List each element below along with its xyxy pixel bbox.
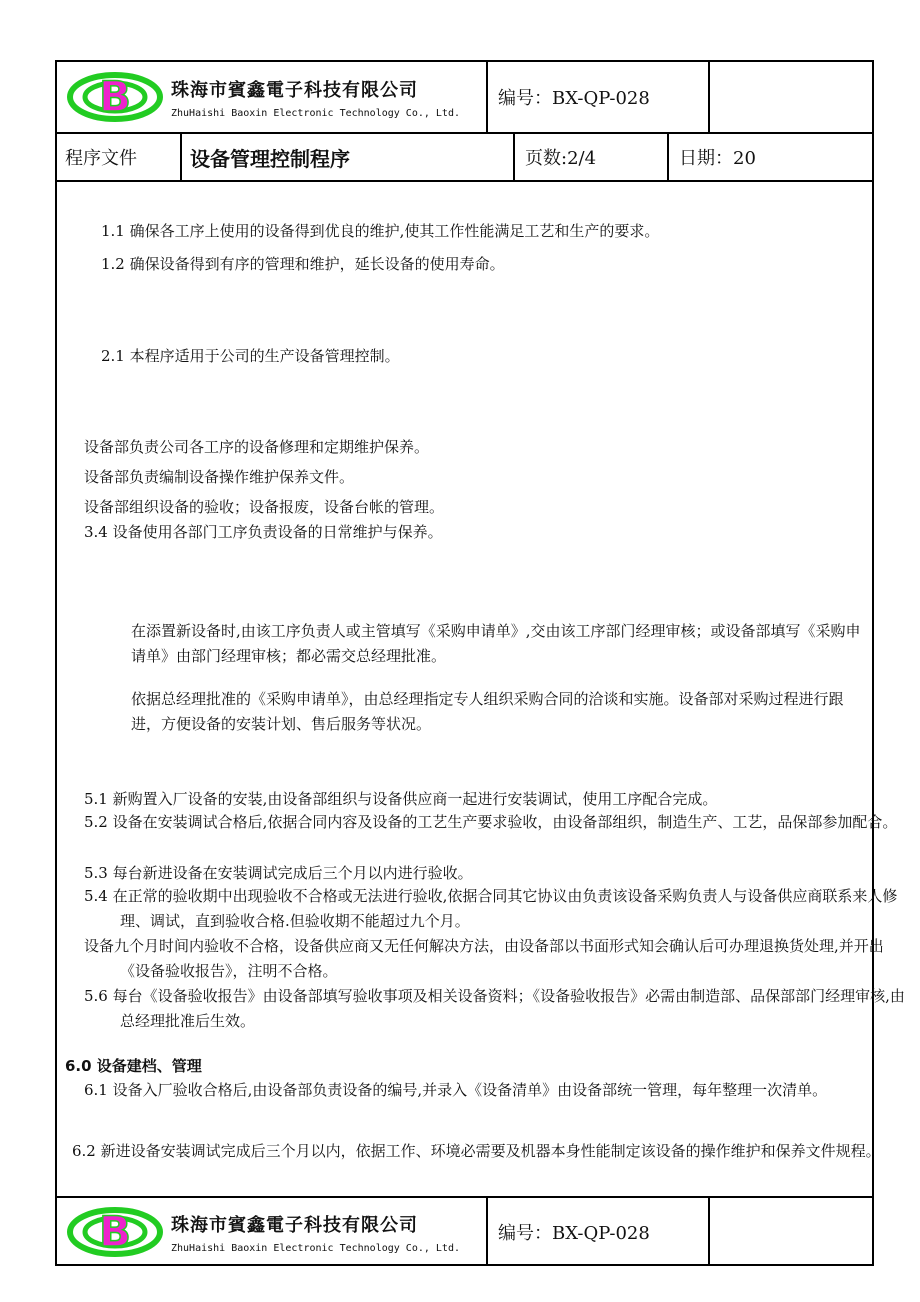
paragraph-2-1: 2.1 本程序适用于公司的生产设备管理控制。	[101, 347, 400, 365]
paragraph-5-1: 5.1 新购置入厂设备的安装,由设备部组织与设备供应商一起进行安装调试，使用工序配合完成。	[84, 790, 718, 808]
footer-row	[57, 1196, 872, 1266]
paragraph-3-3: 设备部组织设备的验收；设备报废，设备台帐的管理。	[84, 498, 445, 516]
section-6-heading: 6.0 设备建档、管理	[65, 1057, 202, 1075]
document-frame	[55, 60, 905, 1266]
footer-logo-letter: B	[98, 1207, 132, 1256]
paragraph-4-1: 在添置新设备时,由该工序负责人或主管填写《采购申请单》,交由该工序部门经理审核；或设备部填写《采购申请单》由部门经理审核；都必需交总经理批准。	[131, 622, 861, 665]
header-row	[57, 62, 872, 134]
footer-blank-cell	[710, 1198, 872, 1266]
doc-title: 设备管理控制程序	[182, 134, 515, 180]
paragraph-6-2: 6.2 新进设备安装调试完成后三个月以内，依据工作、环境必需要及机器本身性能制定该设备的操作维护和保养文件规程。	[72, 1142, 881, 1160]
paragraph-5-3: 5.3 每台新进设备在安装调试完成后三个月以内进行验收。	[84, 864, 473, 882]
blank-cell	[710, 62, 872, 132]
company-logo-icon	[67, 71, 163, 123]
company-name-en: ZhuHaishi Baoxin Electronic Technology Co., Ltd.	[171, 107, 460, 119]
paragraph-5-4: 5.4 在正常的验收期中出现验收不合格或无法进行验收,依据合同其它协议由负责该设备采购负责人与设备供应商联系来人修理、调试，直到验收合格.但验收期不能超过九个月。	[84, 887, 898, 930]
footer-company-name-cn: 珠海市賓鑫電子科技有限公司	[171, 1214, 418, 1236]
logo-letter: B	[98, 72, 132, 121]
page-count: 页数:2/4	[515, 134, 669, 180]
paragraph-5-5: 设备九个月时间内验收不合格，设备供应商又无任何解决方法，由设备部以书面形式知会确认后可办理退换货处理,并开出《设备验收报告》，注明不合格。	[84, 937, 884, 980]
doc-type: 程序文件	[57, 134, 182, 180]
footer-doc-number: 编号：BX-QP-028	[488, 1198, 710, 1266]
footer-company-block	[57, 1198, 488, 1266]
company-name	[171, 76, 460, 119]
footer-company-name	[171, 1211, 460, 1254]
paragraph-3-1: 设备部负责公司各工序的设备修理和定期维护保养。	[84, 438, 430, 456]
paragraph-5-2: 5.2 设备在安装调试合格后,依据合同内容及设备的工艺生产要求验收，由设备部组织，制造生产、工艺，品保部参加配合。	[84, 813, 898, 831]
paragraph-6-1: 6.1 设备入厂验收合格后,由设备部负责设备的编号,并录入《设备清单》由设备部统一管理，每年整理一次清单。	[84, 1081, 828, 1099]
doc-date: 日期：20	[679, 148, 756, 169]
paragraph-1-2: 1.2 确保设备得到有序的管理和维护，延长设备的使用寿命。	[101, 255, 505, 273]
paragraph-3-4: 3.4 设备使用各部门工序负责设备的日常维护与保养。	[84, 523, 443, 541]
company-block	[57, 62, 488, 132]
paragraph-5-6: 5.6 每台《设备验收报告》由设备部填写验收事项及相关设备资料；《设备验收报告》必需由制造部、品保部部门经理审核,由总经理批准后生效。	[84, 987, 905, 1030]
paragraph-3-2: 设备部负责编制设备操作维护保养文件。	[84, 468, 355, 486]
doc-number: 编号：BX-QP-028	[488, 62, 710, 132]
footer-company-logo-icon	[67, 1206, 163, 1258]
footer-company-name-en: ZhuHaishi Baoxin Electronic Technology Co., Ltd.	[171, 1242, 460, 1254]
title-row	[57, 134, 872, 182]
company-name-cn: 珠海市賓鑫電子科技有限公司	[171, 79, 418, 101]
paragraph-4-2: 依据总经理批准的《采购申请单》，由总经理指定专人组织采购合同的洽谈和实施。设备部对采购过程进行跟进，方便设备的安装计划、售后服务等状况。	[131, 690, 844, 733]
paragraph-1-1: 1.1 确保各工序上使用的设备得到优良的维护,使其工作性能满足工艺和生产的要求。	[101, 222, 660, 240]
